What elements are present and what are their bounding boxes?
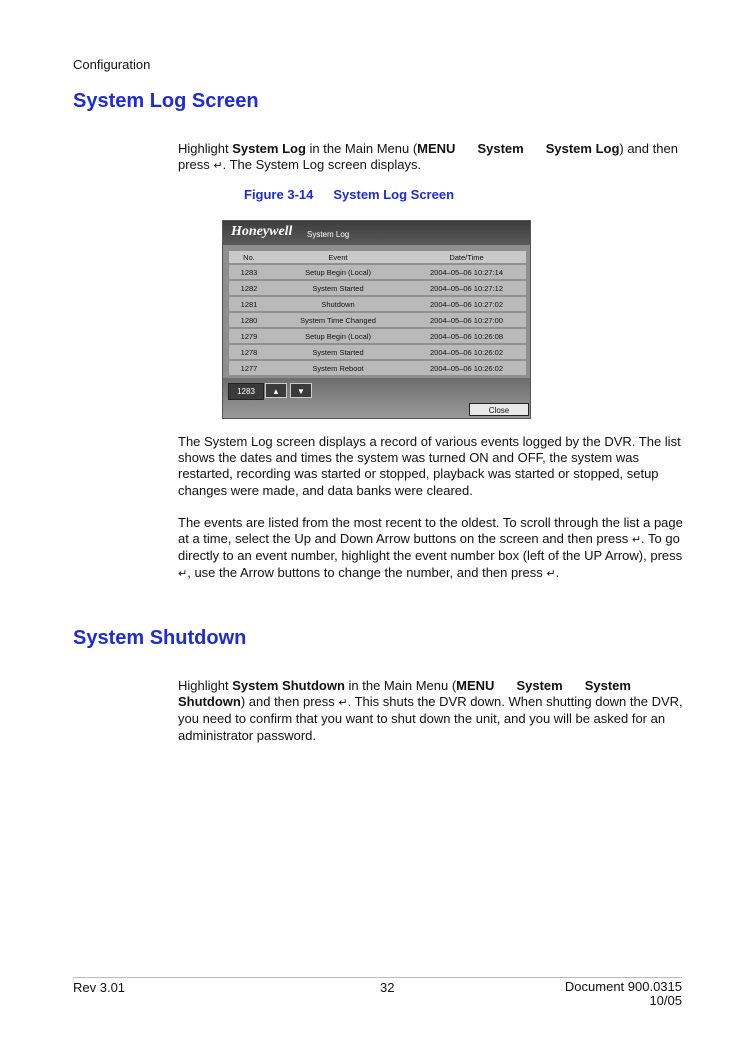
section-heading-system-shutdown: System Shutdown (73, 627, 247, 649)
enter-key-icon: ↵ (546, 566, 556, 580)
datetime-cell: 2004–05–06 10:26:08 (407, 328, 526, 344)
figure-title: System Log Screen (333, 187, 455, 202)
system-log-intro: Highlight System Log in the Main Menu (MENU System System Log) and then press ↵. The System Log screen displays. (178, 141, 678, 173)
scroll-down-button[interactable] (290, 383, 312, 398)
system-shutdown-description: Highlight System Shutdown in the Main Menu (MENU System System Shutdown) and then press ↵. This shuts the DVR down. When shutting down the DVR, you need to confirm that you want to shut down the unit, and you will be asked for an administrator password. (178, 678, 683, 743)
dvr-control-bar (223, 378, 530, 418)
document-number: Document 900.0315 (564, 979, 682, 994)
event-number-cell: 1281 (229, 296, 269, 312)
column-header-no: No. (229, 251, 269, 264)
event-number-box[interactable]: 1283 (228, 383, 264, 400)
page-number: 32 (380, 980, 395, 995)
table-header-row (229, 251, 526, 264)
system-log-navigation: The events are listed from the most recent to the oldest. To scroll through the list a page at a time, select the Up and Down Arrow buttons on the screen and then press ↵. To go directly to an event number, highlight the event number box (left of the UP Arrow), press ↵, use the Arrow buttons to change the number, and then press ↵. (178, 515, 683, 580)
event-number-cell: 1283 (229, 264, 269, 280)
arrow-up-icon: ▲ (272, 387, 280, 396)
event-cell: System Started (269, 344, 407, 360)
section-heading-system-log: System Log Screen (73, 90, 259, 112)
event-number-cell: 1278 (229, 344, 269, 360)
table-row[interactable] (229, 360, 526, 376)
enter-key-icon: ↵ (213, 159, 223, 173)
datetime-cell: 2004–05–06 10:27:00 (407, 312, 526, 328)
dvr-screen-name: System Log (307, 230, 350, 239)
event-number-cell: 1279 (229, 328, 269, 344)
enter-key-icon: ↵ (631, 533, 642, 547)
footer-revision: Rev 3.01 (73, 980, 126, 995)
event-cell: Setup Begin (Local) (269, 264, 407, 280)
table-row[interactable] (229, 344, 526, 360)
scroll-up-button[interactable] (265, 383, 287, 398)
document-date: 10/05 (649, 993, 682, 1008)
enter-key-icon: ↵ (178, 566, 188, 580)
datetime-cell: 2004–05–06 10:27:12 (407, 280, 526, 296)
datetime-cell: 2004–05–06 10:27:14 (407, 264, 526, 280)
table-row[interactable] (229, 296, 526, 312)
event-cell: Shutdown (269, 296, 407, 312)
datetime-cell: 2004–05–06 10:26:02 (407, 360, 526, 376)
table-row[interactable] (229, 280, 526, 296)
footer-divider (73, 977, 682, 978)
event-cell: System Started (269, 280, 407, 296)
event-number-cell: 1282 (229, 280, 269, 296)
system-log-description: The System Log screen displays a record of various events logged by the DVR. The list shows the dates and times the system was turned ON and OFF, the system was restarted, recording was started or stopped, playback was started or stopped, setup changes were made, and data banks were cleared. (178, 434, 681, 498)
column-header-datetime: Date/Time (407, 251, 526, 264)
figure-number: Figure 3-14 (244, 187, 314, 202)
running-header: Configuration (73, 57, 151, 72)
event-number-cell: 1277 (229, 360, 269, 376)
datetime-cell: 2004–05–06 10:26:02 (407, 344, 526, 360)
table-row[interactable] (229, 328, 526, 344)
table-row[interactable] (229, 312, 526, 328)
table-row[interactable] (229, 264, 526, 280)
column-header-event: Event (269, 251, 407, 264)
system-log-table (229, 251, 526, 377)
close-button[interactable]: Close (469, 403, 529, 416)
event-cell: System Reboot (269, 360, 407, 376)
dvr-title-bar (223, 221, 530, 245)
event-cell: Setup Begin (Local) (269, 328, 407, 344)
event-cell: System Time Changed (269, 312, 407, 328)
dvr-system-log-screen (222, 220, 531, 419)
figure-caption (244, 187, 454, 202)
footer-document-info (565, 980, 682, 1008)
datetime-cell: 2004–05–06 10:27:02 (407, 296, 526, 312)
arrow-down-icon: ▼ (297, 387, 305, 396)
enter-key-icon: ↵ (338, 696, 348, 710)
honeywell-logo: Honeywell (231, 224, 293, 239)
event-number-cell: 1280 (229, 312, 269, 328)
